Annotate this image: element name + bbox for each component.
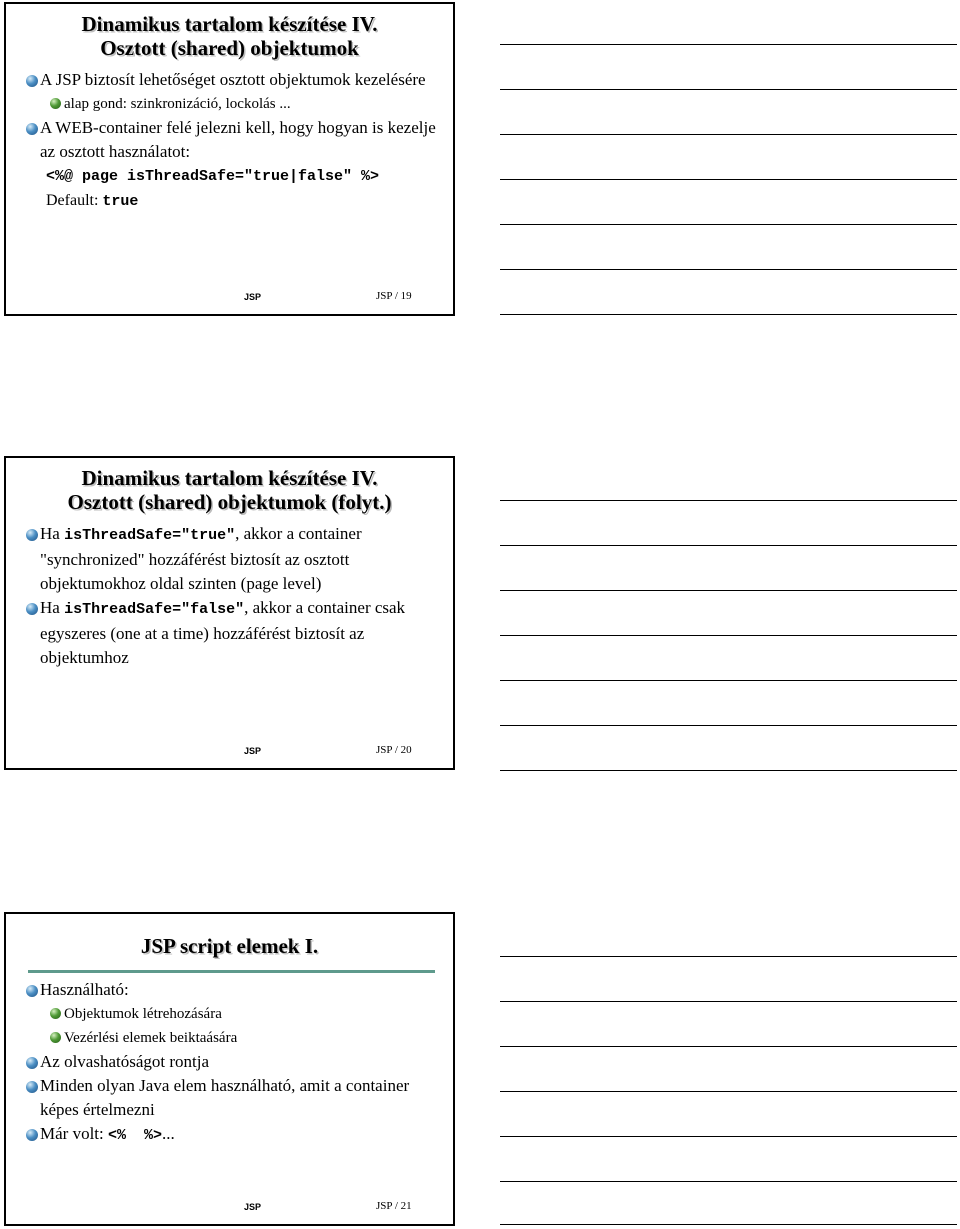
slide-body: [24, 68, 439, 214]
sub-bullet-text: Vezérlési elemek beiktaására: [64, 1030, 238, 1046]
bullet-suffix: ...: [162, 1124, 175, 1143]
slide-21: [4, 912, 455, 1226]
page-number: JSP / 20: [376, 744, 412, 756]
note-line: [500, 89, 957, 90]
slide-19: [4, 2, 455, 316]
bullet-text: Az olvashatóságot rontja: [40, 1052, 210, 1071]
note-line: [500, 1224, 957, 1225]
slide-body: [24, 522, 439, 670]
bullet-item: [24, 1122, 439, 1148]
note-line: [500, 545, 957, 546]
bullet-item: [24, 522, 439, 596]
page-number: JSP / 21: [376, 1200, 412, 1212]
bullet-item: [24, 116, 439, 164]
slide-body: [24, 978, 439, 1148]
note-line: [500, 770, 957, 771]
bullet-text: Minden olyan Java elem használható, amit a container képes értelmezni: [40, 1076, 410, 1119]
note-line: [500, 1091, 957, 1092]
bullet-text: , akkor a container csak egyszeres (one at a time) hozzáférést biztosít az objektumhoz: [40, 598, 406, 667]
code-line: [24, 164, 439, 189]
page-number: JSP / 19: [376, 290, 412, 302]
note-line: [500, 956, 957, 957]
bullet-item: [24, 1050, 439, 1074]
footer-label: JSP: [244, 746, 262, 756]
note-line: [500, 1001, 957, 1002]
note-line: [500, 179, 957, 180]
note-line: [500, 680, 957, 681]
green-ball-icon: [50, 98, 61, 109]
bullet-text: A WEB-container felé jelezni kell, hogy hogyan is kezelje az osztott használatot:: [40, 118, 436, 161]
title-line-1: Dinamikus tartalom készítése IV.: [81, 466, 378, 490]
bullet-text: A JSP biztosít lehetőséget osztott objektumok kezelésére: [40, 70, 426, 89]
blue-ball-icon: [26, 985, 38, 997]
bullet-item: [24, 596, 439, 670]
note-line: [500, 725, 957, 726]
title-rule: [28, 970, 435, 973]
bullet-text: , akkor a container "synchronized" hozzáférést biztosít az osztott objektumokhoz oldal szinten (page level): [40, 524, 362, 593]
slide-title: [6, 466, 453, 514]
bullet-code: isThreadSafe="true": [64, 527, 236, 544]
note-line: [500, 269, 957, 270]
sub-bullet-item: [24, 92, 439, 116]
bullet-prefix: Ha: [40, 524, 65, 543]
bullet-prefix: Ha: [40, 598, 65, 617]
note-line: [500, 314, 957, 315]
sub-bullet-text: alap gond: szinkronizáció, lockolás ...: [64, 96, 291, 112]
page-directive-code: <%@ page isThreadSafe="true|false" %>: [46, 168, 380, 185]
bullet-code: isThreadSafe="false": [64, 601, 245, 618]
sub-bullet-item: [24, 1026, 439, 1050]
green-ball-icon: [50, 1032, 61, 1043]
footer-label: JSP: [244, 1202, 262, 1212]
bullet-item: [24, 1074, 439, 1122]
title-line-2: Osztott (shared) objektumok (folyt.): [67, 490, 392, 514]
note-line: [500, 224, 957, 225]
bullet-text: Használható:: [40, 980, 129, 999]
blue-ball-icon: [26, 75, 38, 87]
note-line: [500, 1136, 957, 1137]
blue-ball-icon: [26, 529, 38, 541]
note-line: [500, 500, 957, 501]
title-line-2: Osztott (shared) objektumok: [100, 36, 359, 60]
slide-title: JSP script elemek I.: [140, 934, 319, 958]
bullet-code: <% %>: [108, 1127, 163, 1144]
bullet-item: [24, 68, 439, 92]
blue-ball-icon: [26, 1129, 38, 1141]
blue-ball-icon: [26, 123, 38, 135]
note-line: [500, 590, 957, 591]
blue-ball-icon: [26, 1057, 38, 1069]
green-ball-icon: [50, 1008, 61, 1019]
note-line: [500, 134, 957, 135]
slide-title: [6, 12, 453, 60]
slide-20: [4, 456, 455, 770]
blue-ball-icon: [26, 1081, 38, 1093]
default-value: true: [102, 193, 139, 210]
default-line: [24, 189, 439, 214]
note-line: [500, 1181, 957, 1182]
note-line: [500, 635, 957, 636]
sub-bullet-text: Objektumok létrehozására: [64, 1006, 222, 1022]
footer-label: JSP: [244, 292, 262, 302]
default-label: Default:: [46, 192, 99, 209]
note-line: [500, 1046, 957, 1047]
bullet-item: [24, 978, 439, 1002]
sub-bullet-item: [24, 1002, 439, 1026]
blue-ball-icon: [26, 603, 38, 615]
title-line-1: Dinamikus tartalom készítése IV.: [81, 12, 378, 36]
bullet-prefix: Már volt:: [40, 1124, 108, 1143]
note-line: [500, 44, 957, 45]
